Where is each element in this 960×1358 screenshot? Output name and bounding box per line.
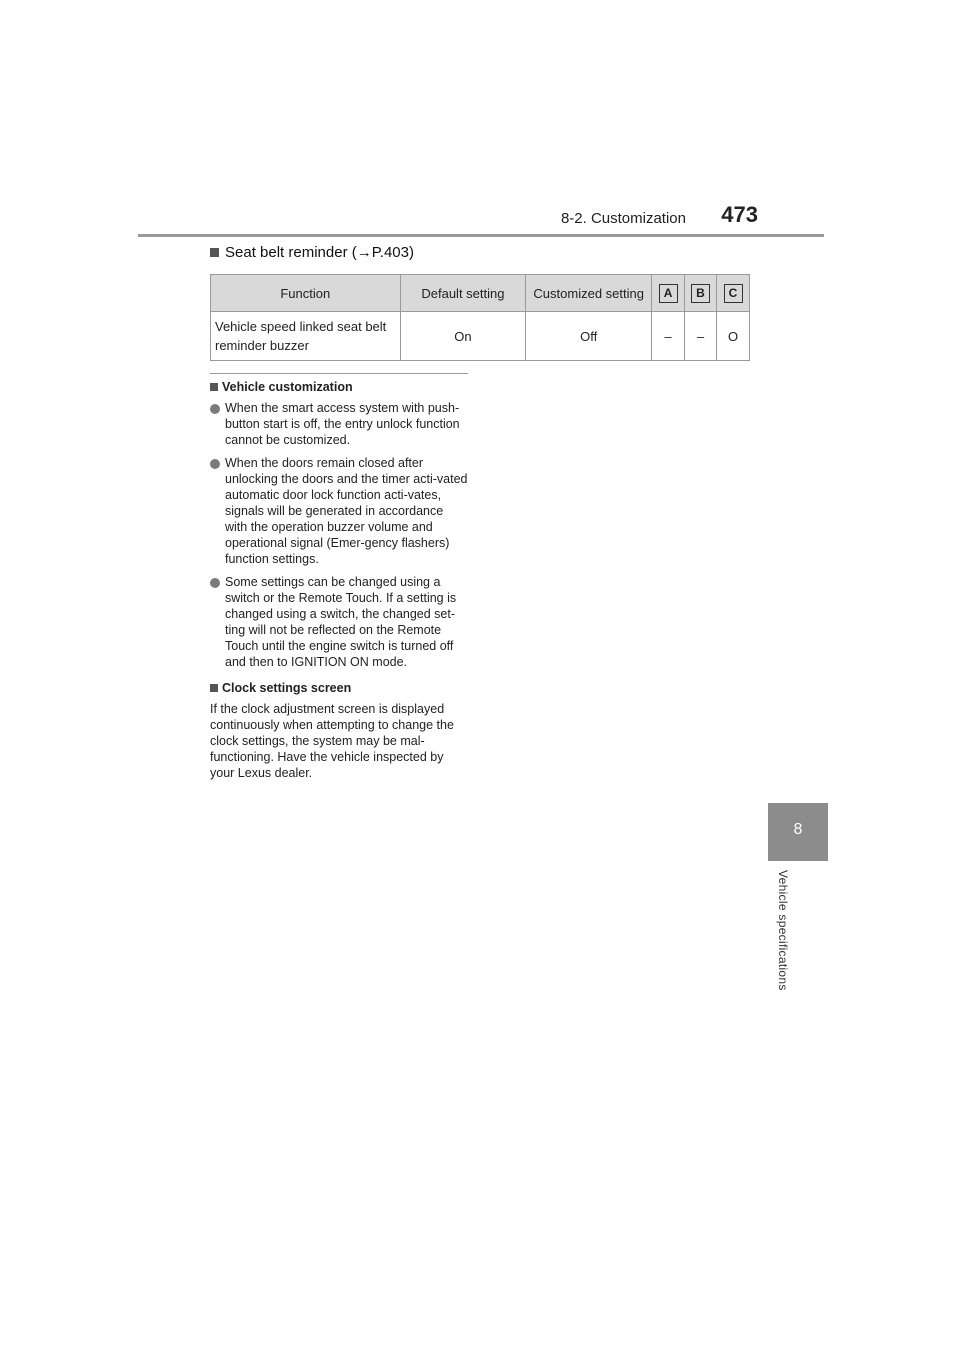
letter-a-box-icon: A bbox=[659, 284, 678, 303]
page-header bbox=[138, 200, 824, 237]
seatbelt-heading bbox=[210, 244, 414, 261]
seatbelt-heading-text: Seat belt reminder (→P.403) bbox=[225, 244, 414, 261]
list-item-text: Some settings can be changed using a switch or the Remote Touch. If a setting is changed using a switch, the changed set-ting will not be reflected on the Remote Touch until the engine switch is turned off and then to IGNITION ON mode. bbox=[225, 575, 457, 669]
cell-b: – bbox=[685, 312, 717, 361]
header-a bbox=[652, 275, 685, 312]
vehicle-customization-heading bbox=[210, 380, 468, 394]
header-function: Function bbox=[211, 275, 401, 312]
header-customized-setting: Customized setting bbox=[526, 275, 652, 312]
cell-customized: Off bbox=[526, 312, 652, 361]
list-item bbox=[210, 400, 468, 448]
list-item bbox=[210, 574, 468, 670]
section-title: 8-2. Customization bbox=[560, 210, 686, 227]
circle-bullet-icon bbox=[210, 459, 220, 469]
square-bullet-icon bbox=[210, 383, 218, 391]
clock-settings-heading bbox=[210, 681, 468, 695]
chapter-title-vertical bbox=[772, 870, 794, 1010]
page-number: 473 bbox=[721, 202, 758, 227]
square-bullet-icon bbox=[210, 684, 218, 692]
chapter-tab[interactable] bbox=[768, 803, 828, 861]
clock-settings-text: If the clock adjustment screen is displayed continuously when attempting to change the clock settings, the system may be mal-functioning. Have the vehicle inspected by your Lexus dealer. bbox=[210, 702, 454, 780]
circle-bullet-icon bbox=[210, 404, 220, 414]
circle-bullet-icon bbox=[210, 578, 220, 588]
cell-function: Vehicle speed linked seat belt reminder buzzer bbox=[211, 312, 401, 361]
list-item-text: When the doors remain closed after unlocking the doors and the timer acti-vated automatic door lock function acti-vates, signals will be generated in accordance with the operation buzzer volume and operational signal (Emer-gency flashers) function settings. bbox=[225, 456, 468, 566]
table-row bbox=[211, 312, 750, 361]
letter-b-box-icon: B bbox=[691, 284, 710, 303]
notes-section bbox=[210, 373, 468, 781]
header-c bbox=[717, 275, 750, 312]
chapter-number: 8 bbox=[793, 821, 803, 838]
list-item bbox=[210, 455, 468, 567]
clock-settings-heading-text: Clock settings screen bbox=[222, 681, 352, 695]
cell-default: On bbox=[400, 312, 526, 361]
square-bullet-icon bbox=[210, 248, 219, 257]
customization-table bbox=[210, 274, 750, 361]
header-b bbox=[685, 275, 717, 312]
header-default-setting: Default setting bbox=[400, 275, 526, 312]
letter-c-box-icon: C bbox=[724, 284, 743, 303]
vehicle-customization-heading-text: Vehicle customization bbox=[222, 380, 353, 394]
table-header-row bbox=[211, 275, 750, 312]
cell-c: O bbox=[717, 312, 750, 361]
chapter-title: Vehicle specifications bbox=[776, 870, 790, 991]
cell-a: – bbox=[652, 312, 685, 361]
list-item-text: When the smart access system with push-button start is off, the entry unlock function cannot be customized. bbox=[225, 401, 460, 447]
